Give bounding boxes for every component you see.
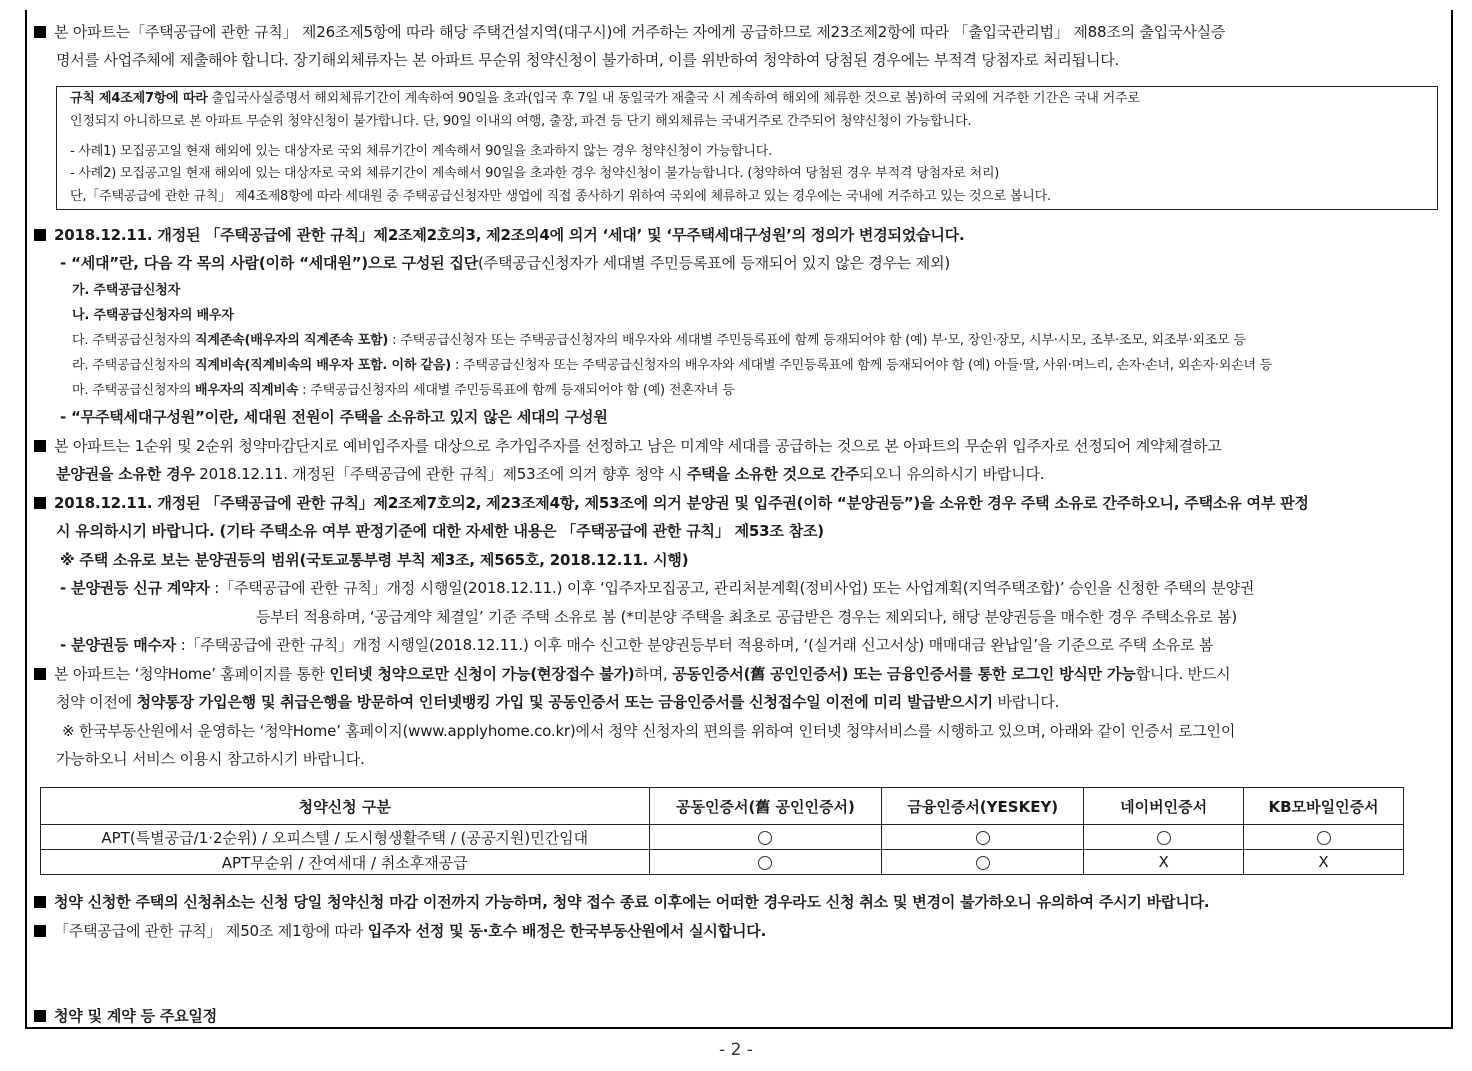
household-item-ra: 라. 주택공급신청자의 직계비속(직계비속의 배우자 포함. 이하 같음) : 주택공급신청자 또는 주택공급신청자의 배우자와 세대별 주민등록표에 함께 등재되어야 함 (예) 아들·딸, 사위·며느리, 손자·손녀, 외손자·외손녀 등 <box>72 358 1273 373</box>
cell-value: X <box>1244 850 1404 875</box>
household-heading: 2018.12.11. 개정된 「주택공급에 관한 규칙」제2조제2호의3, 제2조의4에 의거 ‘세대’ 및 ‘무주택세대구성원’의 정의가 변경되었습니다. <box>34 223 964 247</box>
header-naver-cert: 네이버인증서 <box>1084 788 1244 825</box>
presale-new-contract: - 분양권등 신규 계약자 :「주택공급에 관한 규칙」개정 시행일(2018.12.11.) 이후 ‘입주자모집공고, 관리처분계획(정비사업) 또는 사업계획(지역주택조합)’ 승인을 신청한 주택의 분양권 <box>60 579 1255 597</box>
header-financial-cert: 금융인증서(YESKEY) <box>882 788 1084 825</box>
table-row <box>41 850 1404 875</box>
bullet-icon <box>34 1010 46 1022</box>
circle-icon <box>976 856 990 870</box>
homeless-definition: - “무주택세대구성원”이란, 세대원 전원이 주택을 소유하고 있지 않은 세대의 구성원 <box>60 408 608 426</box>
notice-online-line2: 청약 이전에 청약통장 가입은행 및 취급은행을 방문하여 인터넷뱅킹 가입 및 공동인증서 또는 금융인증서를 신청접수일 이전에 미리 발급받으시기 바랍니다. <box>56 693 1060 711</box>
page-number: - 2 - <box>719 1040 753 1060</box>
household-item-ma: 마. 주택공급신청자의 배우자의 직계비속 : 주택공급신청자의 세대별 주민등록표에 함께 등재되어야 함 (예) 전혼자녀 등 <box>72 383 735 398</box>
rule-line2: 인정되지 아니하므로 본 아파트 무순위 청약신청이 불가합니다. 단, 90일 이내의 여행, 출장, 파견 등 단기 해외체류는 국내거주로 간주되어 청약신청이 가능합니다. <box>70 114 972 129</box>
circle-icon <box>758 831 772 845</box>
notice-residency-line2: 명서를 사업주체에 제출해야 합니다. 장기해외체류자는 본 아파트 무순위 청약신청이 불가하며, 이를 위반하여 청약하여 당첨된 경우에는 부적격 당첨자로 처리됩니다. <box>56 51 1120 69</box>
cell-value <box>882 825 1084 850</box>
cell-value <box>1084 825 1244 850</box>
cell-value <box>1244 825 1404 850</box>
notice-online-line1: 본 아파트는 ‘청약Home’ 홈페이지를 통한 인터넷 청약으로만 신청이 가능(현장접수 불가)하며, 공동인증서(舊 공인인증서) 또는 금융인증서를 통한 로그인 방식만 가능합니다. 반드시 <box>34 662 1230 686</box>
circle-icon <box>1157 831 1171 845</box>
circle-icon <box>976 831 990 845</box>
bullet-icon <box>34 26 46 38</box>
row-label: APT무순위 / 잔여세대 / 취소후재공급 <box>41 850 650 875</box>
table-header-row <box>41 788 1404 825</box>
presale-scope: ※ 주택 소유로 보는 분양권등의 범위(국토교통부령 부칙 제3조, 제565호, 2018.12.11. 시행) <box>60 551 689 569</box>
presale-new-contract-cont: 등부터 적용하며, ‘공급계약 체결일’ 기준 주택 소유로 봄 (*미분양 주택을 최초로 공급받은 경우는 제외되나, 해당 분양권등을 매수한 경우 주택소유로 봄) <box>256 608 1238 626</box>
header-joint-cert: 공동인증서(舊 공인인증서) <box>649 788 882 825</box>
notice-online-line3: ※ 한국부동산원에서 운영하는 ‘청약Home’ 홈페이지(www.applyhome.co.kr)에서 청약 신청자의 편의를 위하여 인터넷 청약서비스를 시행하고 있으며, 아래와 같이 인증서 로그인이 <box>62 722 1236 740</box>
household-item-ga: 가. 주택공급신청자 <box>72 283 180 298</box>
notice-cancellation: 청약 신청한 주택의 신청취소는 신청 당일 청약신청 마감 이전까지 가능하며, 청약 접수 종료 이후에는 어떠한 경우라도 신청 취소 및 변경이 불가하오니 유의하여 주시기 바랍니다. <box>34 890 1209 914</box>
notice-presale-line1: 2018.12.11. 개정된 「주택공급에 관한 규칙」제2조제7호의2, 제23조제4항, 제53조에 의거 분양권 및 입주권(이하 “분양권등”)을 소유한 경우 주택 소유로 간주하오니, 주택소유 여부 판정 <box>34 491 1309 515</box>
row-label: APT(특별공급/1·2순위) / 오피스텔 / 도시형생활주택 / (공공지원)민간임대 <box>41 825 650 850</box>
certificate-table <box>40 787 1404 875</box>
cell-value <box>882 850 1084 875</box>
table-row <box>41 825 1404 850</box>
bullet-icon <box>34 229 46 241</box>
header-category: 청약신청 구분 <box>41 788 650 825</box>
header-kb-cert: KB모바일인증서 <box>1244 788 1404 825</box>
bullet-icon <box>34 896 46 908</box>
bullet-icon <box>34 497 46 509</box>
notice-ownership-line1: 본 아파트는 1순위 및 2순위 청약마감단지로 예비입주자를 대상으로 추가입주자를 선정하고 남은 미계약 세대를 공급하는 것으로 본 아파트의 무순위 입주자로 선정되어 계약체결하고 <box>34 434 1222 458</box>
notice-allocation: 「주택공급에 관한 규칙」 제50조 제1항에 따라 입주자 선정 및 동·호수 배정은 한국부동산원에서 실시합니다. <box>34 919 766 943</box>
notice-presale-line2: 시 유의하시기 바랍니다. (기타 주택소유 여부 판정기준에 대한 자세한 내용은 「주택공급에 관한 규칙」 제53조 참조) <box>56 522 824 540</box>
rule-line1: 규칙 제4조제7항에 따라 출입국사실증명서 해외체류기간이 계속하여 90일을 초과(입국 후 7일 내 동일국가 재출국 시 계속하여 해외에 체류한 것으로 봄)하여 국외에 거주한 기간은 국내 거주로 <box>70 91 1140 106</box>
rule-case1: - 사례1) 모집공고일 현재 해외에 있는 대상자로 국외 체류기간이 계속해서 90일을 초과하지 않는 경우 청약신청이 가능합니다. <box>70 144 773 159</box>
bullet-icon <box>34 668 46 680</box>
schedule-heading: 청약 및 계약 등 주요일정 <box>34 1004 217 1028</box>
cell-value: X <box>1084 850 1244 875</box>
notice-ownership-line2: 분양권을 소유한 경우 2018.12.11. 개정된「주택공급에 관한 규칙」제53조에 의거 향후 청약 시 주택을 소유한 것으로 간주되오니 유의하시기 바랍니다. <box>56 465 1045 483</box>
household-item-da: 다. 주택공급신청자의 직계존속(배우자의 직계존속 포함) : 주택공급신청자 또는 주택공급신청자의 배우자와 세대별 주민등록표에 함께 등재되어야 함 (예) 부·모, 장인·장모, 시부·시모, 조부·조모, 외조부·외조모 등 <box>72 333 1246 348</box>
presale-buyer: - 분양권등 매수자 :「주택공급에 관한 규칙」개정 시행일(2018.12.11.) 이후 매수 신고한 분양권등부터 적용하며, ‘(실거래 신고서상) 매매대금 완납일’을 기준으로 주택 소유로 봄 <box>60 636 1214 654</box>
cell-value <box>649 825 882 850</box>
circle-icon <box>758 856 772 870</box>
cell-value <box>649 850 882 875</box>
rule-case2: - 사례2) 모집공고일 현재 해외에 있는 대상자로 국외 체류기간이 계속해서 90일을 초과한 경우 청약신청이 불가능합니다. (청약하여 당첨된 경우 부적격 당첨자로 처리) <box>70 166 1000 181</box>
circle-icon <box>1317 831 1331 845</box>
notice-residency-line1: 본 아파트는「주택공급에 관한 규칙」 제26조제5항에 따라 해당 주택건설지역(대구시)에 거주하는 자에게 공급하므로 제23조제2항에 따라 「출입국관리법」 제88조의 출입국사실증 <box>34 20 1225 44</box>
bullet-icon <box>34 440 46 452</box>
household-definition: - “세대”란, 다음 각 목의 사람(이하 “세대원”)으로 구성된 집단(주택공급신청자가 세대별 주민등록표에 등재되어 있지 않은 경우는 제외) <box>60 254 951 272</box>
household-item-na: 나. 주택공급신청자의 배우자 <box>72 308 234 323</box>
bullet-icon <box>34 925 46 937</box>
notice-online-line4: 가능하오니 서비스 이용시 참고하시기 바랍니다. <box>56 750 365 768</box>
rule-exception: 단,「주택공급에 관한 규칙」 제4조제8항에 따라 세대원 중 주택공급신청자만 생업에 직접 종사하기 위하여 국외에 체류하고 있는 경우에는 국내에 거주하고 있는 것으로 봅니다. <box>70 189 1051 204</box>
